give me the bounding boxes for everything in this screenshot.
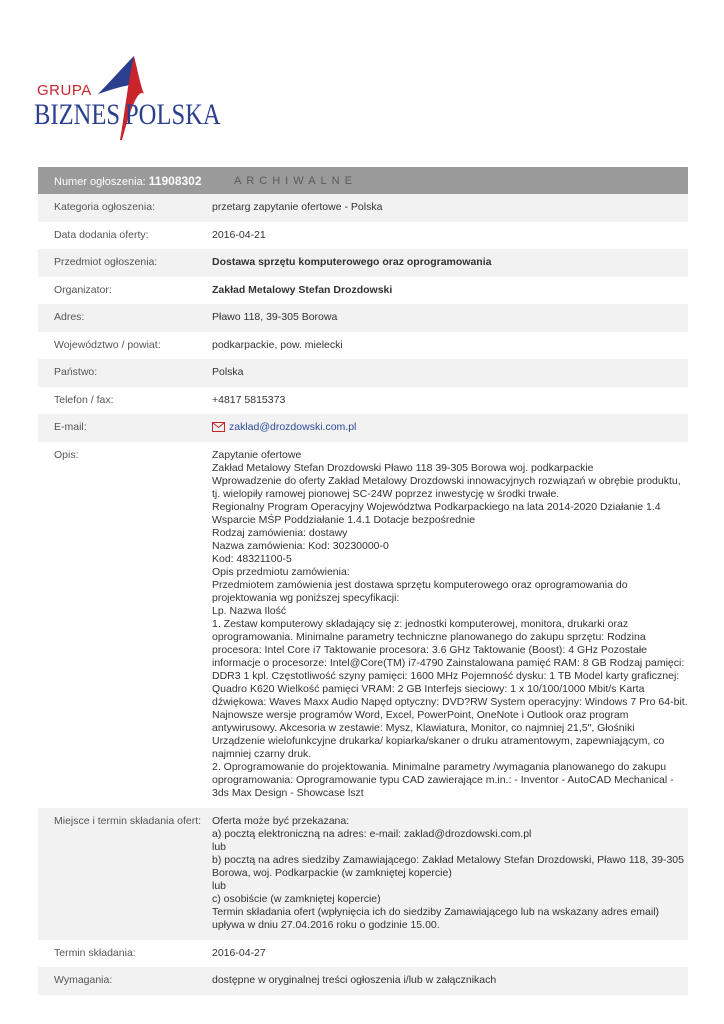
description-line: Rodzaj zamówienia: dostawy [212,526,348,539]
row-value: podkarpackie, pow. mielecki [212,338,343,351]
submission-line: b) pocztą na adres siedziby Zamawiającego: Zakład Metalowy Stefan Drozdowski, Pławo 118, 39-305 Borowa, woj. Podkarpackie (w zamkniętej kopercie) [212,853,684,879]
description-line: Zapytanie ofertowe [212,448,302,461]
row-value: przetarg zapytanie ofertowe - Polska [212,201,383,213]
description-line: 2. Oprogramowanie do projektowania. Minimalne parametry /wymagania planowanego do zakupu oprogramowania: Oprogramowanie typu CAD zawierające m.in.: - Inventor - AutoCAD Mechanical - 3ds Max Design - Showcase lszt [212,760,674,799]
company-logo [34,54,224,142]
row-label: Termin składania: [54,946,136,959]
description-line: Wprowadzenie do oferty Zakład Metalowy Drozdowski innowacyjnych rozwiązań w obrębie produktu, tj. wielopiły ramowej pionowej SC-24W poprzez inwestycję w środki trwałe. [212,474,681,500]
status-badge: ARCHIWALNE [234,174,357,187]
row-email [38,414,688,442]
row-opis [38,442,688,808]
row-adres [38,304,688,332]
logo-biznes-text: BIZNES [34,98,121,131]
announcement-number-label: Numer ogłoszenia: [54,175,146,188]
row-label: Państwo: [54,366,98,378]
row-value: +4817 5815373 [212,393,286,406]
row-label: Przedmiot ogłoszenia: [54,256,158,268]
row-value: Polska [212,366,244,378]
row-label: Opis: [54,448,79,461]
row-termin [38,940,688,968]
row-value: Pławo 118, 39-305 Borowa [212,311,338,323]
row-value-description [212,442,688,808]
submission-line: c) osobiście (w zamkniętej kopercie) [212,892,381,905]
row-value: 2016-04-27 [212,946,266,959]
table-header [38,167,688,194]
submission-line: lub [212,840,227,853]
row-przedmiot [38,249,688,277]
announcement-number [38,174,234,188]
row-wojewodztwo [38,332,688,360]
row-label: Województwo / powiat: [54,338,161,351]
logo-grupa-text: GRUPA [37,82,92,99]
row-value: Dostawa sprzętu komputerowego oraz oprogramowania [212,256,492,268]
submission-line: a) pocztą elektroniczną na adres: e-mail: zaklad@drozdowski.com.pl [212,827,532,840]
description-line: Regionalny Program Operacyjny Województwa Podkarpackiego na lata 2014-2020 Działanie 1.4 Wsparcie MŚP Poddziałanie 1.4.1 Dotacje bezpośrednie [212,500,661,526]
row-value [212,414,688,442]
row-value: dostępne w oryginalnej treści ogłoszenia i/lub w załącznikach [212,974,497,986]
submission-line: Termin składania ofert (wpłynięcia ich do siedziby Zamawiającego lub na wskazany adres email) upływa w dniu 27.04.2016 roku o godzinie 15.00. [212,905,660,931]
email-link[interactable]: zaklad@drozdowski.com.pl [229,421,357,433]
row-label: Miejsce i termin składania ofert: [54,814,202,827]
row-panstwo [38,359,688,387]
row-organizator [38,277,688,305]
description-line: Kod: 48321100-5 [212,552,292,565]
row-wymagania [38,967,688,995]
row-label: Wymagania: [54,974,113,986]
row-telefon [38,387,688,415]
announcement-number-value: 11908302 [148,173,202,188]
row-data [38,222,688,250]
logo-polska-text: POLSKA [125,98,221,131]
mail-icon [212,422,225,432]
row-value: 2016-04-21 [212,228,266,241]
submission-line: Oferta może być przekazana: [212,814,350,827]
description-line: Przedmiotem zamówienia jest dostawa sprzętu komputerowego oraz oprogramowania do projektowania wg poniższej specyfikacji: [212,578,628,604]
row-miejsce [38,808,688,940]
description-line: Opis przedmiotu zamówienia: [212,565,350,578]
row-label: Adres: [54,311,85,323]
description-line: 1. Zestaw komputerowy składający się z: jednostki komputerowej, monitora, drukarki oraz oprogramowania. Minimalne parametry techniczne planowanego do zakupu sprzętu: Rodzina procesora: Intel Core i7 Taktowanie procesora: 3.6 GHz Taktowanie (Boost): 4 GHz Pozostałe informacje o procesorze: Intel@Core(TM) i7-4790 Zainstalowana pamięć RAM: 8 GB Rodzaj pamięci: DDR3 1 kpl. Częstotliwość szyny pamięci: 1600 MHz Pojemność dysku: 1 TB Model karty graficznej: Quadro K620 Wielkość pamięci VRAM: 2 GB Interfejs sieciowy: 1 x 10/100/1000 Mbit/s Karta dźwiękowa: Waves Maxx Audio Napęd optyczny: DVD?RW System operacyjny: Windows 7 Pro 64-bit. Najnowsze wersje programów Word, Excel, PowerPoint, OneNote i Outlook oraz program antywirusowy. Akcesoria w zestawie: Mysz, Klawiatura, Monitor, co najmniej 21,5", Głośniki Urządzenie wielofunkcyjne drukarka/ kopiarka/skaner o druku atramentowym, zapewniającym, co najmniej czarny druk. [212,617,688,760]
row-value: Zakład Metalowy Stefan Drozdowski [212,283,393,296]
row-value-submission [212,808,688,940]
description-line: Lp. Nazwa Ilość [212,604,287,617]
row-label: E-mail: [54,421,87,433]
announcement-table [38,167,688,995]
submission-line: lub [212,879,227,892]
description-line: Nazwa zamówienia: Kod: 30230000-0 [212,539,389,552]
row-label: Kategoria ogłoszenia: [54,201,155,213]
row-label: Telefon / fax: [54,393,114,406]
row-label: Data dodania oferty: [54,228,149,241]
row-kategoria [38,194,688,222]
row-label: Organizator: [54,283,112,296]
description-line: Zakład Metalowy Stefan Drozdowski Pławo 118 39-305 Borowa woj. podkarpackie [212,461,594,474]
